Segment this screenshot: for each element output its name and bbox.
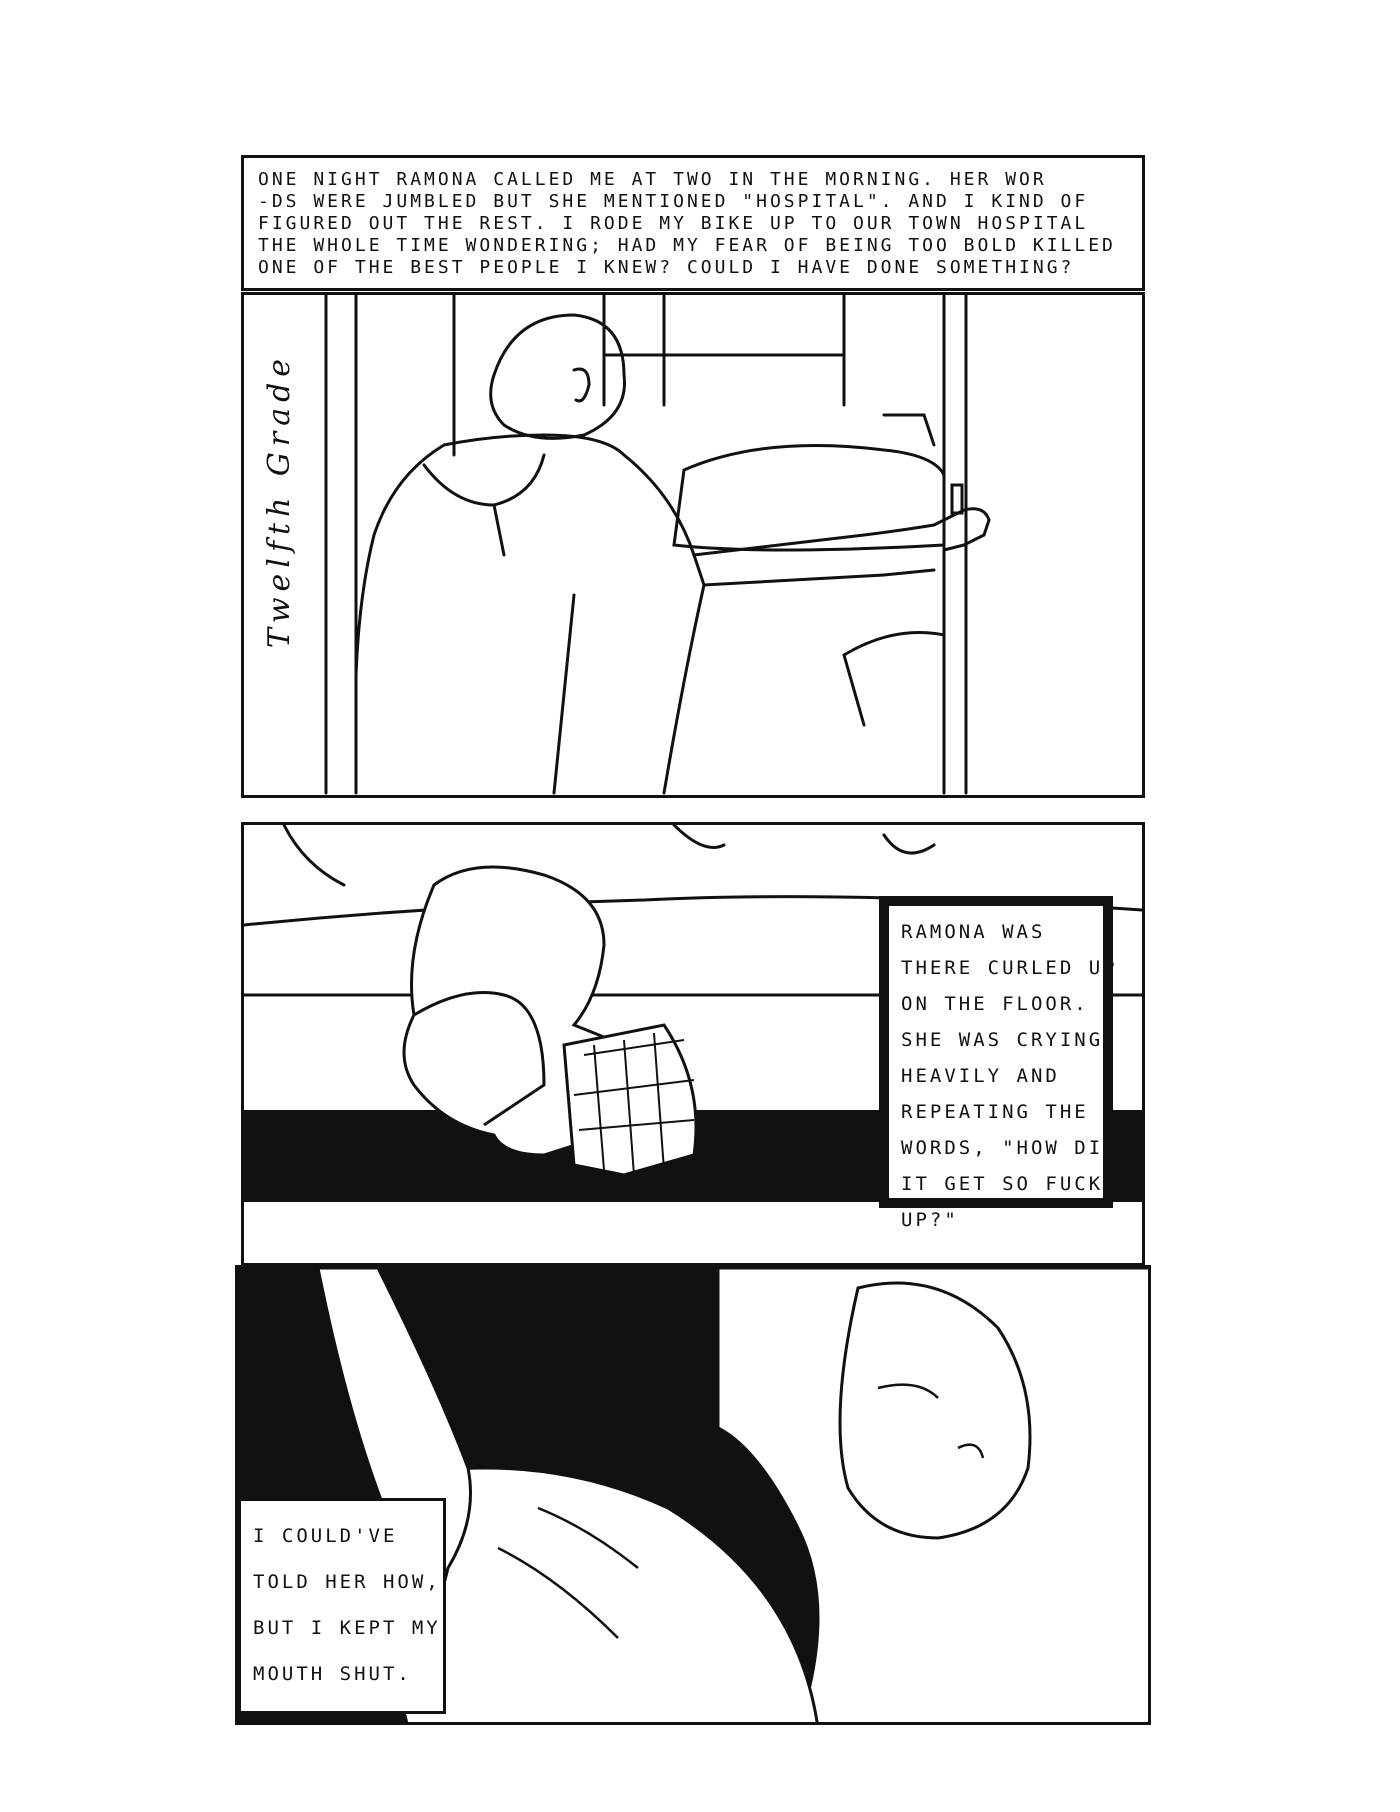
floor-caption-line: IT GET SO FUCKED <box>901 1173 1133 1195</box>
floor-caption-line: RAMONA WAS <box>901 921 1046 943</box>
bed-caption-line: TOLD HER HOW, <box>253 1571 441 1593</box>
floor-caption-line: THERE CURLED UP <box>901 957 1118 979</box>
panel-floor-caption <box>885 902 1133 1231</box>
bed-caption-line: MOUTH SHUT. <box>253 1663 412 1685</box>
floor-caption-line: ON THE FLOOR. <box>901 993 1089 1015</box>
bed-caption-line: BUT I KEPT MY <box>253 1617 441 1639</box>
top-caption-line: -DS WERE JUMBLED BUT SHE MENTIONED "HOSPITAL". AND I KIND OF <box>258 191 1089 212</box>
top-caption-line: ONE OF THE BEST PEOPLE I KNEW? COULD I HAVE DONE SOMETHING? <box>258 257 1075 278</box>
doorway-illustration <box>244 295 1145 798</box>
floor-caption-line: UP?" <box>901 1209 959 1231</box>
panel-doorway <box>241 292 1145 798</box>
top-caption-line: FIGURED OUT THE REST. I RODE MY BIKE UP TO OUR TOWN HOSPITAL <box>258 213 1089 234</box>
bed-caption-line: I COULD'VE <box>253 1525 398 1547</box>
top-caption <box>241 155 1145 291</box>
panel-bed-caption <box>238 1498 446 1714</box>
floor-caption-line: REPEATING THE <box>901 1101 1089 1123</box>
signature-text: Twelfth Grade <box>262 352 298 648</box>
top-caption-line: ONE NIGHT RAMONA CALLED ME AT TWO IN THE MORNING. HER WOR <box>258 169 1047 190</box>
floor-caption-line: SHE WAS CRYING <box>901 1029 1104 1051</box>
top-caption-line: THE WHOLE TIME WONDERING; HAD MY FEAR OF BEING TOO BOLD KILLED <box>258 235 1116 256</box>
floor-caption-line: WORDS, "HOW DID <box>901 1137 1118 1159</box>
side-signature <box>250 310 310 690</box>
floor-caption-line: HEAVILY AND <box>901 1065 1060 1087</box>
